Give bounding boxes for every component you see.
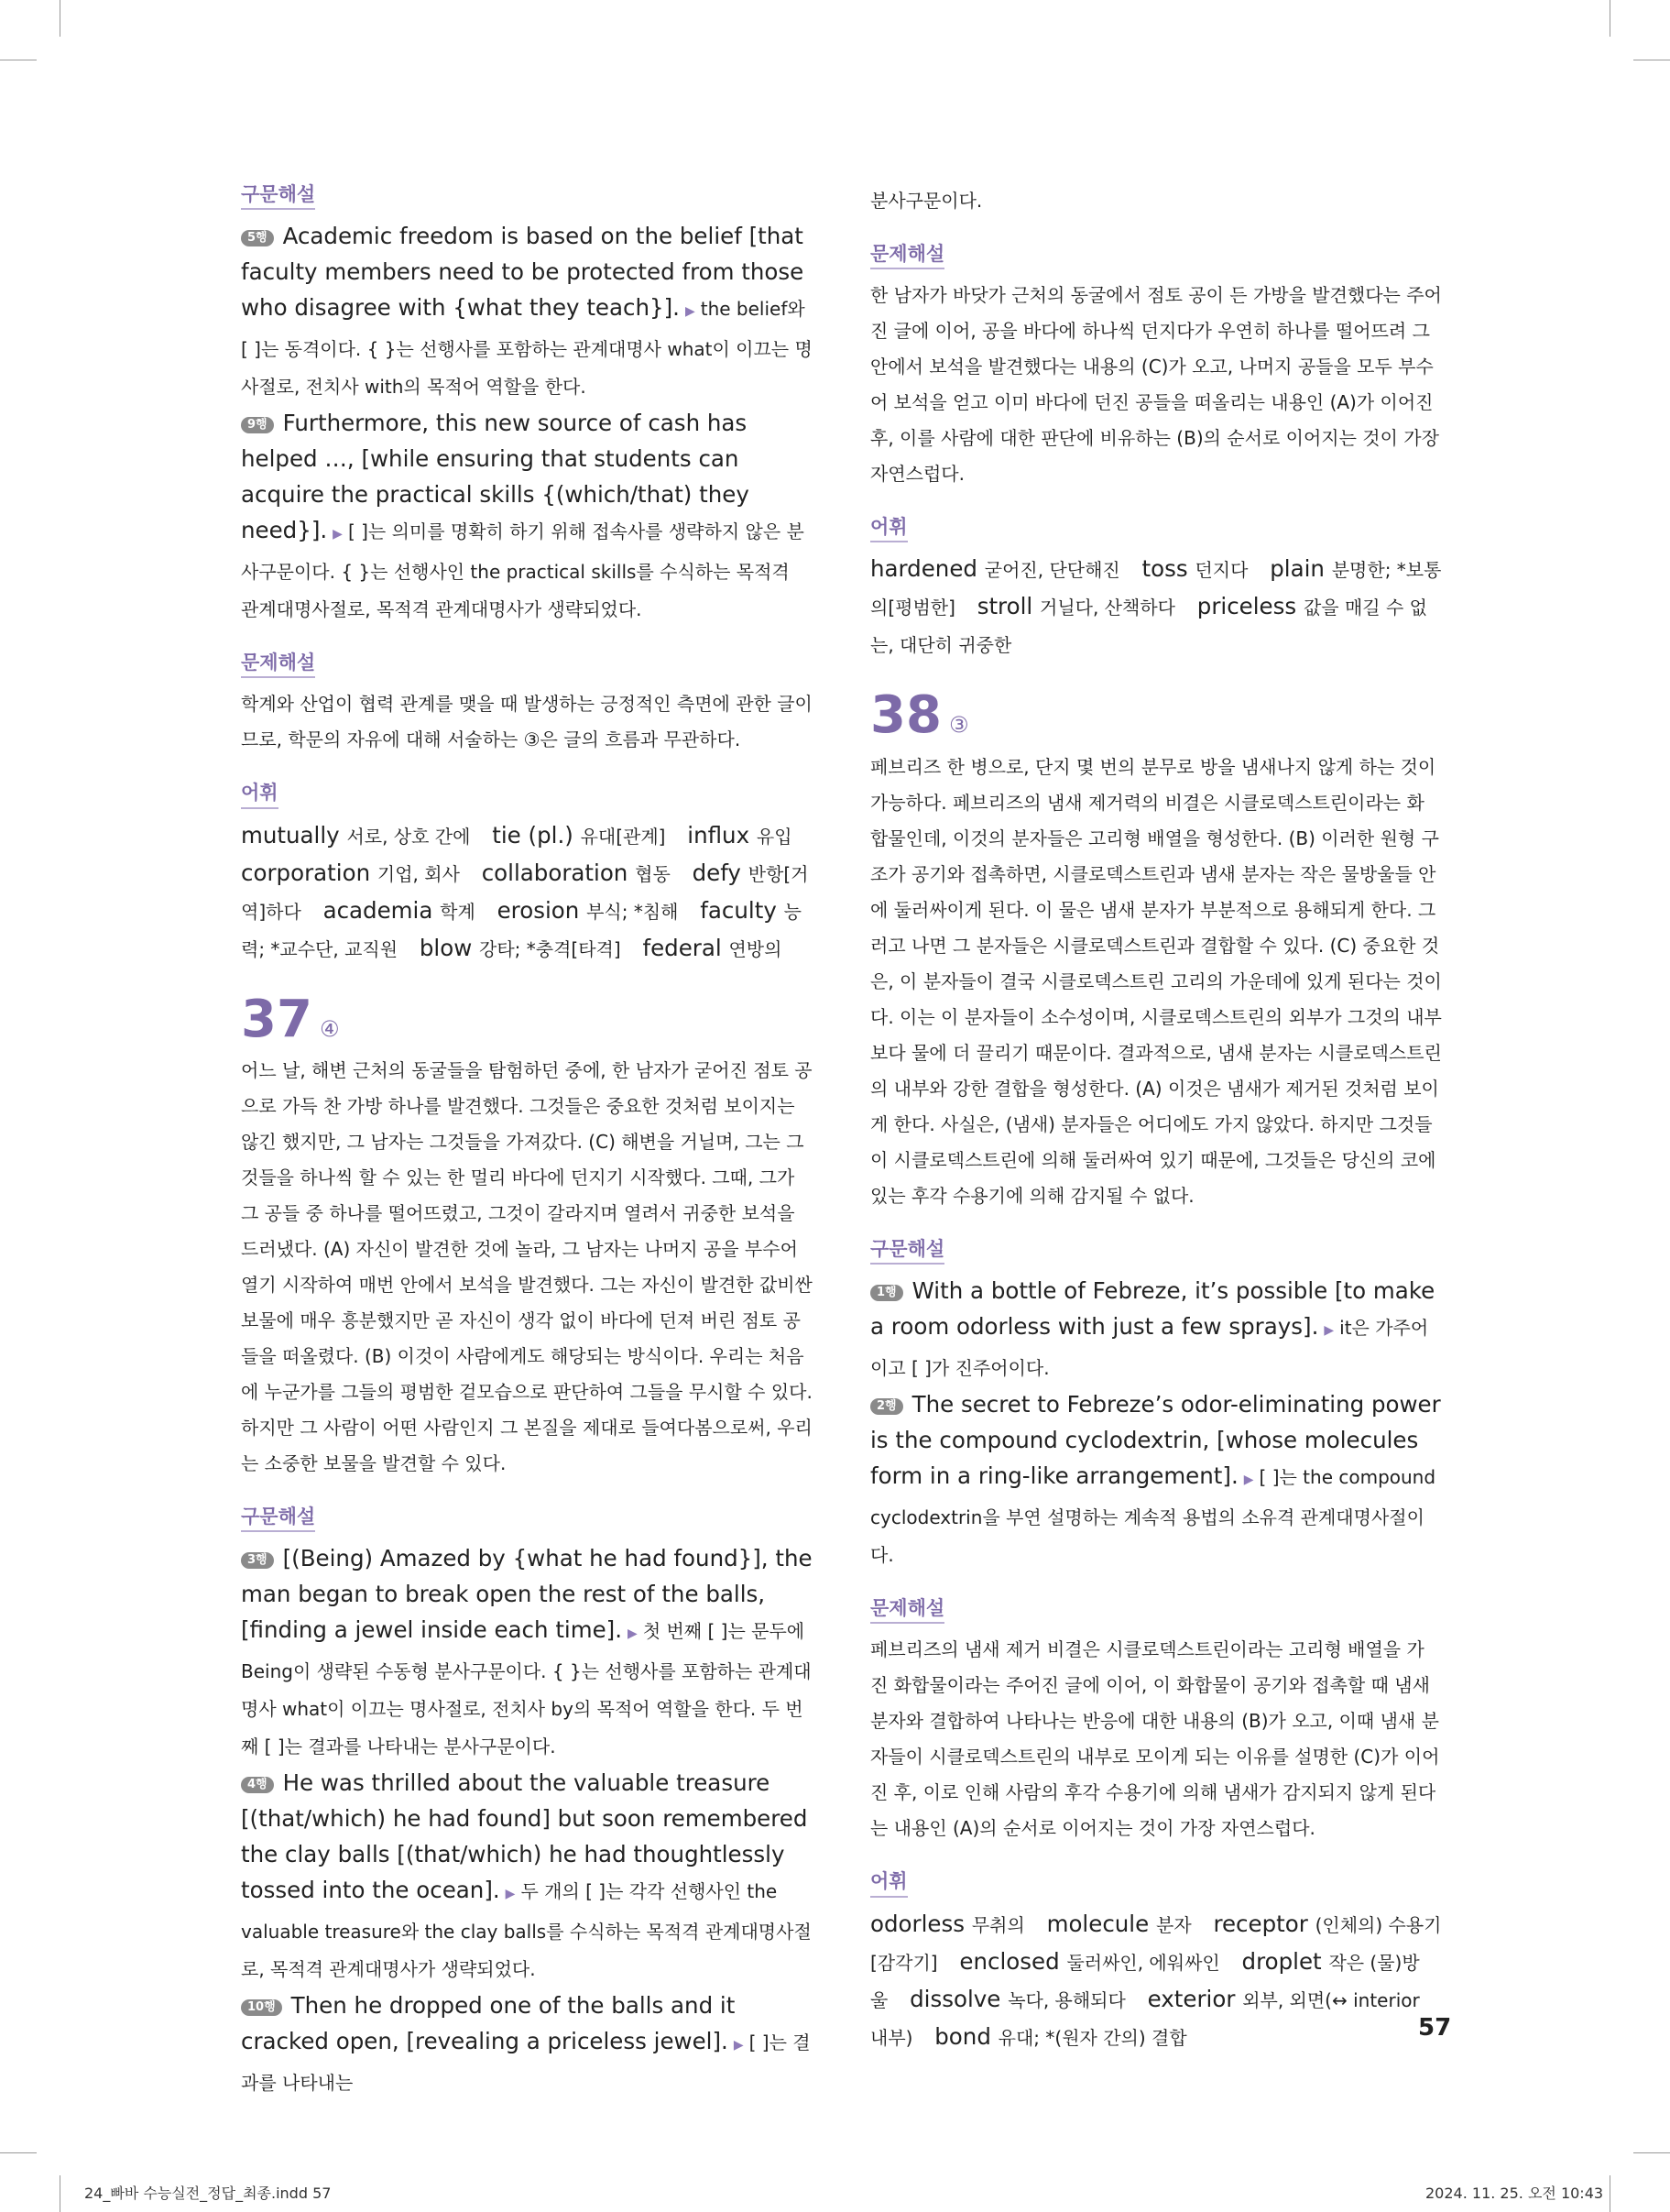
section-heading: 구문해설 <box>241 1506 315 1532</box>
problem-section-38 <box>870 1597 1442 1846</box>
vocab-meaning: 녹다, 용해되다 <box>1008 1988 1126 2011</box>
question-header-37 <box>241 991 813 1048</box>
arrow-icon: ▶ <box>505 1887 516 1902</box>
left-column <box>241 183 813 2125</box>
syntax-section-38 <box>870 1238 1442 1573</box>
vocab-word: corporation <box>241 859 371 886</box>
vocab-section-36 <box>241 782 813 967</box>
vocab-meaning: 부식; *침해 <box>586 900 679 923</box>
vocab-word: tie (pl.) <box>492 821 573 849</box>
footer-file: 24_빠바 수능실전_정답_최종.indd 57 <box>84 2185 332 2202</box>
vocab-meaning: 유대[관계] <box>580 825 666 848</box>
vocab-meaning: 협동 <box>635 862 671 885</box>
continued-text: 분사구문이다. <box>870 190 983 212</box>
section-heading: 구문해설 <box>241 183 315 210</box>
syntax-item <box>241 1988 813 2101</box>
syntax-explanation: it은 가주어이고 [ ]가 진주어이다. <box>870 1317 1429 1380</box>
syntax-sentence: Academic freedom is based on the belief [that faculty members need to be protected from those who disagree with {what they teach}]. <box>241 223 804 322</box>
vocab-word: exterior <box>1147 1985 1236 2012</box>
syntax-item <box>241 1765 813 1988</box>
problem-explanation: 학계와 산업이 협력 관계를 맺을 때 발생하는 긍정적인 측면에 관한 글이므로, 학문의 자유에 대해 서술하는 ③은 글의 흐름과 무관하다. <box>241 693 813 751</box>
syntax-item <box>241 405 813 628</box>
line-tag: 1행 <box>870 1285 903 1301</box>
vocab-meaning: 외부, 외면(↔ interior 내부) <box>870 1988 1420 2049</box>
vocab-word: blow <box>419 934 473 961</box>
line-tag: 4행 <box>241 1777 274 1793</box>
question-answer: ④ <box>319 1015 340 1042</box>
syntax-sentence: He was thrilled about the valuable treasure [(that/which) he had found] but soon remembered the clay balls [(that/which) he had thoughtlessly tossed into the ocean]. <box>241 1769 808 1904</box>
section-heading: 어휘 <box>241 782 278 808</box>
vocab-meaning: 강타; *충격[타격] <box>479 937 621 960</box>
syntax-explanation: [ ]는 의미를 명확히 하기 위해 접속사를 생략하지 않은 분사구문이다. { }는 선행사인 the practical skills를 수식하는 목적격 관계대명사절로, 목적격 관계대명사가 생략되었다. <box>241 520 804 621</box>
syntax-explanation: the belief와 [ ]는 동격이다. { }는 선행사를 포함하는 관계대명사 what이 이끄는 명사절로, 전치사 with의 목적어 역할을 한다. <box>241 298 813 399</box>
syntax-item <box>241 218 813 405</box>
vocab-section-38 <box>870 1870 1442 2055</box>
arrow-icon: ▶ <box>628 1626 638 1642</box>
vocab-meaning: 유입 <box>756 825 792 848</box>
syntax-explanation: 첫 번째 [ ]는 문두에 Being이 생략된 수동형 분사구문이다. { }는 선행사를 포함하는 관계대명사 what이 이끄는 명사절로, 전치사 by의 목적어 역할을 한다. 두 번째 [ ]는 결과를 나타내는 분사구문이다. <box>241 1620 812 1758</box>
vocab-word: mutually <box>241 821 340 849</box>
question-number: 38 <box>870 685 942 746</box>
line-tag: 5행 <box>241 230 274 246</box>
section-heading: 어휘 <box>870 516 908 542</box>
translation-38 <box>870 750 1442 1214</box>
vocab-word: plain <box>1270 555 1325 583</box>
vocab-list <box>870 1906 1442 2056</box>
section-heading: 문제해설 <box>870 1597 944 1624</box>
line-tag: 9행 <box>241 417 274 433</box>
syntax-sentence: Then he dropped one of the balls and it cracked open, [revealing a priceless jewel]. <box>241 1992 736 2055</box>
section-heading: 어휘 <box>870 1870 908 1897</box>
vocab-meaning: 작은 (물)방울 <box>870 1951 1420 2011</box>
vocab-word: receptor <box>1213 1910 1308 1937</box>
syntax-explanation: 두 개의 [ ]는 각각 선행사인 the valuable treasure와 the clay balls를 수식하는 목적격 관계대명사절로, 목적격 관계대명사가 생략되었다. <box>241 1880 812 1981</box>
vocab-word: priceless <box>1196 593 1297 620</box>
vocab-word: defy <box>692 859 741 886</box>
syntax-item <box>241 1540 813 1765</box>
vocab-word: erosion <box>497 896 580 924</box>
section-heading: 구문해설 <box>870 1238 944 1265</box>
arrow-icon: ▶ <box>733 2038 744 2053</box>
right-column <box>870 183 1442 2080</box>
syntax-sentence: The secret to Febreze’s odor-eliminating power is the compound cyclodextrin, [whose molecules form in a ring-like arrangement]. <box>870 1391 1441 1490</box>
vocab-word: influx <box>687 821 750 849</box>
vocab-meaning: 값을 매길 수 없는, 대단히 귀중한 <box>870 597 1427 657</box>
vocab-section-37 <box>870 516 1442 663</box>
vocab-word: faculty <box>700 896 777 924</box>
vocab-word: molecule <box>1046 1910 1150 1937</box>
crop-mark <box>0 2152 37 2153</box>
crop-mark <box>1633 2152 1670 2153</box>
line-tag: 2행 <box>870 1398 903 1415</box>
vocab-word: odorless <box>870 1910 966 1937</box>
footer-timestamp: 2024. 11. 25. 오전 10:43 <box>1425 2185 1604 2202</box>
syntax-explanation: [ ]는 the compound cyclodextrin을 부연 설명하는 계속적 용법의 소유격 관계대명사절이다. <box>870 1466 1436 1567</box>
vocab-meaning: 무취의 <box>971 1913 1025 1936</box>
arrow-icon: ▶ <box>684 304 695 320</box>
vocab-meaning: (인체의) 수용기[감각기] <box>870 1913 1442 1974</box>
problem-explanation: 페브리즈의 냄새 제거 비결은 시클로덱스트린이라는 고리형 배열을 가진 화합물이라는 주어진 글에 이어, 이 화합물이 공기와 접촉할 때 냄새 분자와 결합하여 나타나는 반응에 대한 내용의 (B)가 오고, 이때 냄새 분자들이 시클로덱스트린의 내부로 모이게 되는 이유를 설명한 (C)가 이어진 후, 이로 인해 사람의 후각 수용기에 의해 냄새가 감지되지 않게 된다는 내용인 (A)의 순서로 이어지는 것이 가장 자연스럽다. <box>870 1638 1440 1840</box>
vocab-list <box>870 551 1442 663</box>
vocab-meaning: 학계 <box>440 900 475 923</box>
vocab-meaning: 분명한; *보통의[평범한] <box>870 559 1442 619</box>
vocab-word: toss <box>1141 555 1188 583</box>
vocab-word: bond <box>934 2022 991 2050</box>
arrow-icon: ▶ <box>1324 1323 1335 1339</box>
problem-section-36 <box>241 652 813 758</box>
vocab-word: collaboration <box>481 859 628 886</box>
syntax-item <box>870 1273 1442 1386</box>
vocab-meaning: 반항[거역]하다 <box>241 862 809 923</box>
arrow-icon: ▶ <box>333 527 343 542</box>
translation-37 <box>241 1053 813 1482</box>
problem-explanation: 한 남자가 바닷가 근처의 동굴에서 점토 공이 든 가방을 발견했다는 주어진 글에 이어, 공을 바다에 하나씩 던지다가 우연히 하나를 떨어뜨려 그 안에서 보석을 발견했다는 내용의 (C)가 오고, 나머지 공들을 모두 부수어 보석을 얻고 이미 바다에 던진 공들을 떠올리는 내용인 (A)가 이어진 후, 이를 사람에 대한 판단에 비유하는 (B)의 순서로 이어지는 것이 가장 자연스럽다. <box>870 284 1442 486</box>
vocab-word: stroll <box>977 593 1033 620</box>
page-number: 57 <box>1418 2014 1452 2042</box>
syntax-section-37 <box>241 1506 813 2101</box>
vocab-word: droplet <box>1241 1947 1322 1975</box>
vocab-meaning: 능력; *교수단, 교직원 <box>241 900 802 960</box>
syntax-continuation <box>870 183 1442 219</box>
vocab-meaning: 기업, 회사 <box>377 862 460 885</box>
line-tag: 3행 <box>241 1552 274 1569</box>
question-header-38 <box>870 687 1442 744</box>
vocab-word: dissolve <box>910 1985 1001 2012</box>
syntax-section-36 <box>241 183 813 628</box>
problem-section-37 <box>870 243 1442 492</box>
vocab-meaning: 연방의 <box>728 937 782 960</box>
vocab-word: hardened <box>870 555 977 583</box>
vocab-meaning: 서로, 상호 간에 <box>346 825 471 848</box>
vocab-list <box>241 817 813 968</box>
vocab-meaning: 굳어진, 단단해진 <box>984 559 1120 582</box>
vocab-meaning: 거닐다, 산책하다 <box>1040 597 1175 619</box>
vocab-word: academia <box>322 896 433 924</box>
syntax-sentence: Furthermore, this new source of cash has helped …, [while ensuring that students can acquire the practical skills {(which/that) they need}]. <box>241 410 749 544</box>
section-heading: 문제해설 <box>241 652 315 678</box>
translation-text: 어느 날, 해변 근처의 동굴들을 탐험하던 중에, 한 남자가 굳어진 점토 공으로 가득 찬 가방 하나를 발견했다. 그것들은 중요한 것처럼 보이지는 않긴 했지만, 그 남자는 그것들을 가져갔다. (C) 해변을 거닐며, 그는 그것들을 하나씩 할 수 있는 한 멀리 바다에 던지기 시작했다. 그때, 그가 그 공들 중 하나를 떨어뜨렸고, 그것이 갈라지며 열려서 귀중한 보석을 드러냈다. (A) 자신이 발견한 것에 놀라, 그 남자는 나머지 공을 부수어 열기 시작하여 매번 안에서 보석을 발견했다. 그는 자신이 발견한 값비싼 보물에 매우 흥분했지만 곧 자신이 생각 없이 바다에 던져 버린 점토 공들을 떠올렸다. (B) 이것이 사람에게도 해당되는 방식이다. 우리는 처음에 누군가를 그들의 평범한 겉모습으로 판단하여 그들을 무시할 수 있다. 하지만 그 사람이 어떤 사람인지 그 본질을 제대로 들여다봄으로써, 우리는 소중한 보물을 발견할 수 있다. <box>241 1059 813 1475</box>
section-heading: 문제해설 <box>870 243 944 269</box>
syntax-item <box>870 1386 1442 1573</box>
arrow-icon: ▶ <box>1243 1473 1254 1488</box>
question-number: 37 <box>241 989 312 1049</box>
vocab-word: enclosed <box>959 1947 1060 1975</box>
line-tag: 10행 <box>241 1999 282 2016</box>
question-answer: ③ <box>948 712 969 739</box>
translation-text: 페브리즈 한 병으로, 단지 몇 번의 분무로 방을 냄새나지 않게 하는 것이 가능하다. 페브리즈의 냄새 제거력의 비결은 시클로덱스트린이라는 화합물인데, 이것의 분자들은 고리형 배열을 형성한다. (B) 이러한 원형 구조가 공기와 접촉하면, 시클로덱스트린과 냄새 분자는 작은 물방울들 안에 둘러싸이게 된다. 이 물은 냄새 분자가 부분적으로 용해되게 한다. 그러고 나면 그 분자들은 시클로덱스트린과 결합할 수 있다. (C) 중요한 것은, 이 분자들이 결국 시클로덱스트린 고리의 가운데에 있게 된다는 것이다. 이는 이 분자들이 소수성이며, 시클로덱스트린의 외부가 그것의 내부보다 물에 더 끌리기 때문이다. 결과적으로, 냄새 분자는 시클로덱스트린의 내부와 강한 결합을 형성한다. (A) 이것은 냄새가 제거된 것처럼 보이게 한다. 사실은, (냄새) 분자들은 어디에도 가지 않았다. 하지만 그것들이 시클로덱스트린에 의해 둘러싸여 있기 때문에, 그것들은 당신의 코에 있는 후각 수용기에 의해 감지될 수 없다. <box>870 755 1442 1207</box>
vocab-word: federal <box>642 934 722 961</box>
syntax-sentence: [(Being) Amazed by {what he had found}], the man began to break open the rest of the balls, [finding a jewel inside each time]. <box>241 1545 813 1644</box>
syntax-sentence: With a bottle of Febreze, it’s possible [to make a room odorless with just a few sprays]. <box>870 1277 1435 1341</box>
vocab-meaning: 분자 <box>1156 1913 1192 1936</box>
vocab-meaning: 유대; *(원자 간의) 결합 <box>998 2026 1187 2049</box>
syntax-explanation: [ ]는 결과를 나타내는 <box>241 2031 811 2095</box>
vocab-meaning: 둘러싸인, 에워싸인 <box>1066 1951 1220 1974</box>
vocab-meaning: 던지다 <box>1195 559 1249 582</box>
